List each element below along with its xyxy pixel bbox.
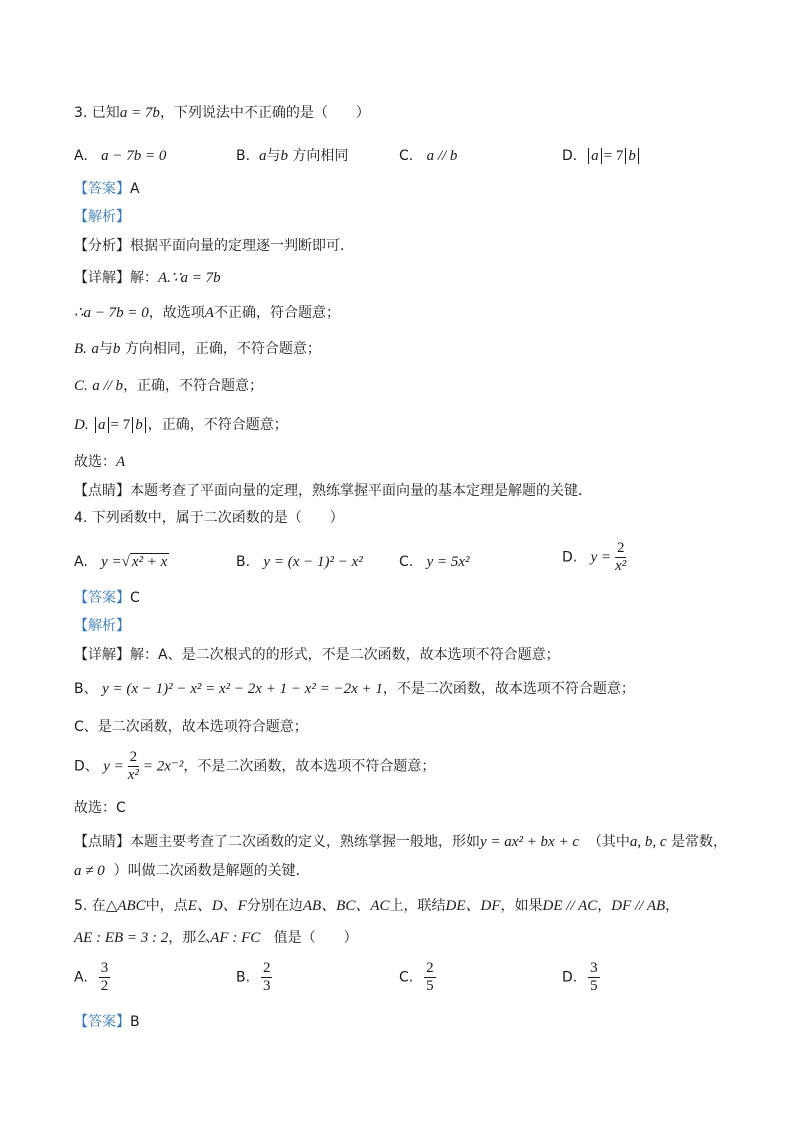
text: 故选：	[74, 454, 116, 470]
numerator: 2	[129, 749, 138, 765]
text: 解：A、是二次根式的的形式，不是二次函数，故本选项不符合题意；	[130, 647, 560, 663]
numerator: 2	[426, 960, 434, 976]
answer-value: B	[130, 1014, 140, 1030]
q3-option-c-math: a // b	[426, 148, 458, 164]
text: 方向相同	[292, 148, 349, 164]
denominator: 5	[426, 978, 434, 994]
q3-option-c	[399, 146, 457, 166]
text: 分别在边	[246, 898, 303, 914]
q4-detail-d	[74, 749, 435, 784]
text: 是常数，	[671, 834, 728, 850]
text: 故选：C	[74, 800, 126, 816]
text: 与	[266, 148, 281, 164]
option-label: C.	[399, 148, 414, 164]
numerator: 2	[262, 960, 271, 976]
q5-option-d	[562, 960, 602, 995]
text: 与	[98, 341, 113, 357]
fraction	[424, 960, 436, 995]
answer-value: A	[130, 181, 140, 197]
math-abs: a	[95, 417, 109, 433]
text: 5. 在	[74, 898, 106, 914]
q3-option-b	[236, 146, 348, 166]
q5-stem-line-1	[74, 896, 679, 916]
text: ，不是二次函数，故本选项不符合题意；	[183, 758, 436, 775]
math-abs-b: b	[625, 148, 639, 164]
math: DE // AC	[542, 898, 598, 914]
option-label: A.	[74, 148, 88, 164]
math: B.	[74, 341, 87, 357]
text: 解：	[130, 270, 158, 286]
answer-value: C	[130, 590, 140, 606]
q4-stem	[74, 508, 344, 528]
q3-answer	[74, 179, 140, 199]
option-label: B.	[236, 969, 251, 986]
analysis-tag: 【解析】	[74, 209, 130, 225]
math-abs: b	[132, 417, 146, 433]
text: ，如果	[500, 898, 543, 914]
q3-detail-line-1	[74, 303, 340, 323]
math: y = (x − 1)² − x²	[263, 554, 363, 570]
option-label: D.	[562, 549, 578, 566]
text: C、是二次函数，故本选项符合题意；	[74, 719, 308, 735]
denominator: 5	[590, 978, 598, 994]
math-a: a	[258, 148, 267, 164]
math: y =	[590, 549, 612, 566]
math: y = 5x²	[426, 554, 470, 570]
q3-detail-line-3	[74, 376, 263, 396]
option-label: A.	[74, 554, 88, 570]
detail-tag: 【详解】	[74, 270, 130, 286]
math: y =	[103, 758, 124, 775]
fraction	[613, 540, 628, 575]
text: ，正确，不符合题意；	[147, 417, 288, 433]
denominator: x²	[615, 558, 627, 574]
q3-option-a	[74, 146, 166, 166]
q3-fenxi	[74, 236, 354, 256]
numerator: 2	[616, 540, 625, 556]
option-label: D.	[562, 148, 578, 164]
math: A.∵a = 7b	[158, 270, 221, 286]
math: y = ax² + bx + c	[480, 834, 579, 850]
q4-stem-text: 4. 下列函数中，属于二次函数的是（ ）	[74, 510, 344, 526]
q5-answer	[74, 1012, 140, 1032]
dianjing-tag: 【点睛】	[74, 483, 130, 499]
q3-stem	[74, 103, 370, 123]
q3-dianjing	[74, 481, 592, 501]
denominator: x²	[127, 767, 139, 783]
text: 值是（ ）	[273, 930, 358, 946]
q4-detail	[74, 645, 560, 665]
fenxi-text: 根据平面向量的定理逐一判断即可．	[130, 238, 354, 254]
text: 本题考查了平面向量的定理，熟练掌握平面向量的基本定理是解题的关键．	[130, 483, 592, 499]
math: DE、DF	[445, 898, 501, 914]
text: ）叫做二次函数是解题的关键．	[113, 863, 310, 879]
q4-dianjing-2	[74, 861, 310, 881]
math-radicand: x² + x	[131, 554, 168, 570]
math: ∴a − 7b = 0	[74, 305, 149, 321]
fenxi-tag: 【分析】	[74, 238, 130, 254]
detail-tag: 【详解】	[74, 647, 130, 663]
math: C.	[74, 378, 88, 394]
text: 上，联结	[389, 898, 446, 914]
q4-dianjing	[74, 832, 727, 852]
fraction	[588, 960, 600, 995]
fraction	[261, 960, 273, 995]
text: ，	[597, 898, 612, 914]
math: AE : EB = 3 : 2	[74, 930, 169, 946]
numerator: 3	[100, 960, 109, 976]
option-label: B.	[236, 148, 251, 164]
q3-stem-post: ，下列说法中不正确的是（ ）	[159, 105, 370, 121]
denominator: 3	[262, 978, 271, 994]
text: （其中	[587, 834, 630, 850]
math: AF : FC	[210, 930, 261, 946]
analysis-tag: 【解析】	[74, 618, 130, 634]
fraction	[99, 960, 111, 995]
q4-option-a	[74, 552, 169, 572]
text: 不正确，符合题意；	[213, 305, 340, 321]
math: DF // AB	[611, 898, 666, 914]
text: ，正确，不符合题意；	[123, 378, 264, 394]
text: ，	[665, 898, 680, 914]
q4-option-b	[236, 552, 363, 572]
text: 方向相同，正确，不符合题意；	[124, 341, 321, 357]
q4-option-c	[399, 552, 470, 572]
text: 本题主要考查了二次函数的定义，熟练掌握一般地，形如	[130, 834, 480, 850]
math-b: b	[280, 148, 288, 164]
q5-option-b	[236, 960, 274, 995]
math: A	[116, 454, 126, 470]
math: y = (x − 1)² − x² = x² − 2x + 1 − x² = −2x + 1	[102, 681, 383, 697]
math: a, b, c	[629, 834, 667, 850]
math: a ≠ 0	[74, 863, 105, 879]
q4-answer	[74, 588, 140, 608]
math: = 2x⁻²	[142, 758, 184, 775]
math: AB、BC、AC	[302, 898, 390, 914]
numerator: 3	[590, 960, 598, 976]
q4-detail-b	[74, 679, 635, 699]
math: a	[91, 341, 99, 357]
q3-option-a-math: a − 7b = 0	[101, 148, 167, 164]
q4-detail-c	[74, 717, 308, 737]
math: b	[112, 341, 121, 357]
text: D、	[74, 758, 99, 775]
q5-stem-line-2	[74, 928, 358, 948]
text: 中，点	[145, 898, 188, 914]
q5-option-a	[74, 960, 112, 995]
text: ，不是二次函数，故本选项不符合题意；	[382, 681, 635, 697]
text: ，那么	[168, 930, 211, 946]
math: △ABC	[105, 898, 146, 914]
text: B、	[74, 681, 98, 697]
math: = 7	[110, 417, 131, 433]
math-abs-a: a	[588, 148, 602, 164]
option-label: A.	[74, 969, 88, 986]
q3-analysis-tag	[74, 207, 130, 227]
answer-tag: 【答案】	[74, 590, 130, 606]
sqrt-sign: √	[121, 554, 130, 570]
fraction	[126, 749, 141, 784]
dianjing-tag: 【点睛】	[74, 834, 130, 850]
q3-detail-line-2	[74, 339, 321, 359]
q3-option-d	[562, 146, 641, 166]
q3-detail-line-4	[74, 415, 288, 435]
q3-stem-text: 3. 已知	[74, 105, 120, 121]
option-label: C.	[399, 969, 414, 986]
math: D.	[74, 417, 89, 433]
math: A	[204, 305, 214, 321]
q4-option-d	[562, 540, 630, 575]
q5-option-c	[399, 960, 438, 995]
answer-tag: 【答案】	[74, 1014, 130, 1030]
q3-detail	[74, 268, 221, 288]
math: E、D、F	[187, 898, 247, 914]
q3-stem-math: a = 7b	[119, 105, 160, 121]
q4-choose	[74, 798, 126, 818]
denominator: 2	[100, 978, 109, 994]
q4-analysis-tag	[74, 616, 130, 636]
option-label: B.	[236, 554, 251, 570]
option-label: C.	[399, 554, 414, 570]
option-label: D.	[562, 969, 578, 986]
text: ，故选项	[148, 305, 205, 321]
answer-tag: 【答案】	[74, 181, 130, 197]
math-eq: = 7	[603, 148, 624, 164]
math: y =	[101, 554, 122, 570]
math: a // b	[92, 378, 124, 394]
q3-choose	[74, 452, 125, 472]
